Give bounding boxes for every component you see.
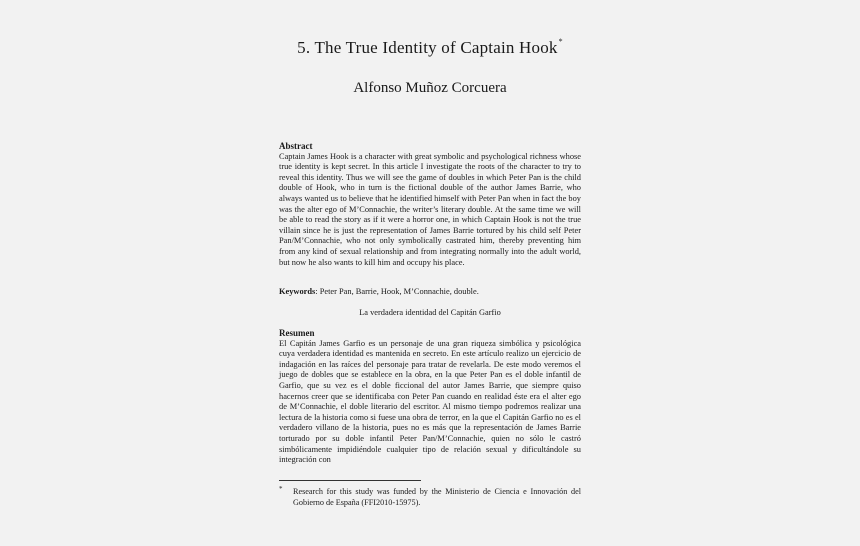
article-title — [0, 37, 860, 58]
resumen-heading: Resumen — [279, 328, 315, 338]
footnote-text: Research for this study was funded by the Ministerio de Ciencia e Innovación del Gobierno de España (FFI2010-15975). — [293, 487, 581, 507]
footnote — [279, 486, 581, 508]
article-title-text: 5. The True Identity of Captain Hook — [297, 38, 558, 57]
resumen-text: El Capitán James Garfio es un personaje de una gran riqueza simbólica y psicológica cuya verdadera identidad es mantenida en secreto. En este artículo realizo un ejercicio de indagación en las raíces del personaje para tratar de revelarla. De este modo veremos el juego de dobles que se establece en la obra, en la que Peter Pan es el doble infantil de Garfio, que su vez es el doble ficcional del autor James Barrie, que siempre quiso hacernos creer que se identificaba con Peter Pan cuando en realidad éste era el alter ego de M’Connachie, el doble literario del escritor. Al mismo tiempo podremos realizar una lectura de la historia como si fuese una obra de terror, en la que el Capitán Garfio no es el verdadero villano de la historia, pues no es más que la representación de James Barrie torturado por su doble infantil Peter Pan/M’Connachie, quien no sólo le castró simbólicamente impidiéndole cualquier tipo de relación sexual y dificultándole su integración con — [279, 338, 581, 465]
footnote-divider — [279, 480, 421, 481]
resumen-section — [279, 328, 581, 466]
keywords-line — [279, 287, 581, 298]
title-footnote-mark: * — [558, 37, 563, 46]
author-name: Alfonso Muñoz Corcuera — [353, 80, 507, 96]
spanish-title: La verdadera identidad del Capitán Garfio — [359, 308, 501, 317]
footnote-mark: * — [279, 485, 283, 493]
abstract-text: Captain James Hook is a character with great symbolic and psychological richness whose true identity is kept secret. In this article I investigate the roots of the character to try to reveal this identity. Thus we will see the game of doubles in which Peter Pan is the child double of Hook, who in turn is the fictional double of the author James Barrie, who always wanted us to believe that he identified himself with Peter Pan when in fact the boy was the alter ego of M’Connachie, the writer’s literary double. At the same time we will be able to read the story as if it were a horror one, in which Captain Hook is not the true villain since he is just the representation of James Barrie tortured by his child self Peter Pan/M’Connachie, who not only symbolically castrated him, thereby preventing him from any kind of sexual relationship and from integrating normally into the adult world, but now he also wants to kill him and occupy his place. — [279, 151, 581, 267]
abstract-heading: Abstract — [279, 141, 313, 151]
keywords-text: : Peter Pan, Barrie, Hook, M’Connachie, double. — [315, 287, 479, 296]
abstract-section — [279, 141, 581, 268]
keywords-label: Keywords — [279, 287, 316, 296]
